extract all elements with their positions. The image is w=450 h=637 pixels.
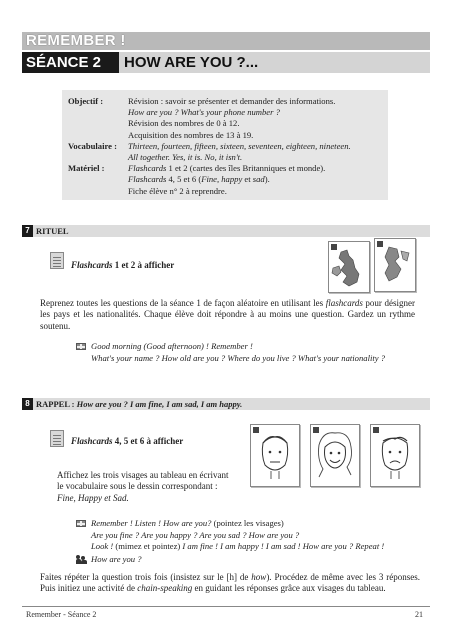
page-title: HOW ARE YOU ?... — [124, 54, 259, 71]
dialog-line: How are you ? — [91, 554, 142, 564]
dialog-line: Are you fine ? Are you happy ? Are you sad ? How are you ? — [91, 530, 300, 540]
objectives-box — [62, 90, 388, 200]
flashcards-label: Flashcards 4, 5 et 6 à afficher — [71, 436, 184, 446]
map-card-uk — [328, 241, 370, 293]
section-title: RAPPEL : How are you ? I am fine, I am sad, I am happy. — [36, 399, 243, 409]
vocab-row — [68, 141, 380, 163]
section-8-header — [22, 398, 430, 410]
document-icon — [50, 252, 64, 269]
materiel-line: Flashcards 4, 5 et 6 (Fine, happy et sad). — [128, 174, 270, 185]
section-number: 8 — [22, 398, 33, 410]
flashcards-label: Flashcards 1 et 2 à afficher — [71, 260, 175, 270]
objectif-label: Objectif : — [68, 96, 104, 106]
face-icon — [311, 425, 359, 486]
face-card-happy — [310, 424, 360, 487]
section-8-instructions: Affichez les trois visages au tableau en écrivant le vocabulaire sous le dessin correspondant : Fine, Happy et Sad. — [57, 470, 229, 503]
materiel-row — [68, 163, 380, 197]
objectif-line: How are you ? What's your phone number ? — [128, 107, 280, 118]
uk-flag-icon — [76, 343, 86, 350]
objectif-row — [68, 96, 380, 141]
materiel-line: Flashcards 1 et 2 (cartes des îles Britanniques et monde). — [128, 163, 326, 174]
vocab-label: Vocabulaire : — [68, 140, 117, 151]
footer-divider — [22, 606, 430, 607]
section-7-paragraph: Reprenez toutes les questions de la séance 1 de façon aléatoire en utilisant les flashcards pour désigner les pays et les nationalités. Chaque élève doit répondre à au moins une question. Gardez un rythme soutenu. — [40, 298, 415, 331]
map-card-world — [374, 238, 416, 292]
document-icon — [50, 430, 64, 447]
section-number: 7 — [22, 225, 33, 237]
face-card-sad — [370, 424, 420, 487]
face-icon — [251, 425, 299, 486]
materiel-label: Matériel : — [68, 163, 105, 174]
section-7-header — [22, 225, 430, 237]
section-8-final-paragraph: Faites répéter la question trois fois (insistez sur le [h] de how). Procédez de même avec les 3 réponses. Puis initiez une activité de chain-speaking en guidant les réponses grâce aux visages du tableau. — [40, 572, 421, 594]
uk-flag-icon — [76, 520, 86, 527]
dialog-line: What's your name ? How old are you ? Where do you live ? What's your nationality ? — [91, 353, 385, 363]
vocab-line: Thirteen, fourteen, fifteen, sixteen, seventeen, eighteen, nineteen. — [128, 140, 351, 151]
people-icon — [76, 555, 87, 564]
objectif-line: Révision : savoir se présenter et demander des informations. — [128, 96, 336, 106]
footer-left: Remember - Séance 2 — [26, 610, 97, 619]
seance-banner — [22, 52, 430, 73]
seance-label: SÉANCE 2 — [22, 52, 119, 73]
remember-banner: REMEMBER ! — [22, 32, 430, 50]
objectif-line: Acquisition des nombres de 13 à 19. — [128, 129, 254, 140]
dialog-line: Remember ! Listen ! How are you? (pointez les visages) — [91, 518, 284, 528]
vocab-line: All together. Yes, it is. No, it isn't. — [128, 152, 243, 163]
objectif-line: Révision des nombres de 0 à 12. — [128, 118, 240, 129]
map-icon — [329, 242, 369, 292]
page-number: 21 — [415, 610, 423, 619]
face-icon — [371, 425, 419, 486]
materiel-line: Fiche élève n° 2 à reprendre. — [128, 185, 227, 196]
face-card-fine — [250, 424, 300, 487]
map-icon — [375, 239, 415, 291]
section-title: RITUEL — [36, 226, 69, 236]
dialog-line: Good morning (Good afternoon) ! Remember ! — [91, 341, 253, 351]
dialog-line: Look ! (mimez et pointez) I am fine ! I am happy ! I am sad ! How are you ? Repeat ! — [91, 541, 385, 551]
